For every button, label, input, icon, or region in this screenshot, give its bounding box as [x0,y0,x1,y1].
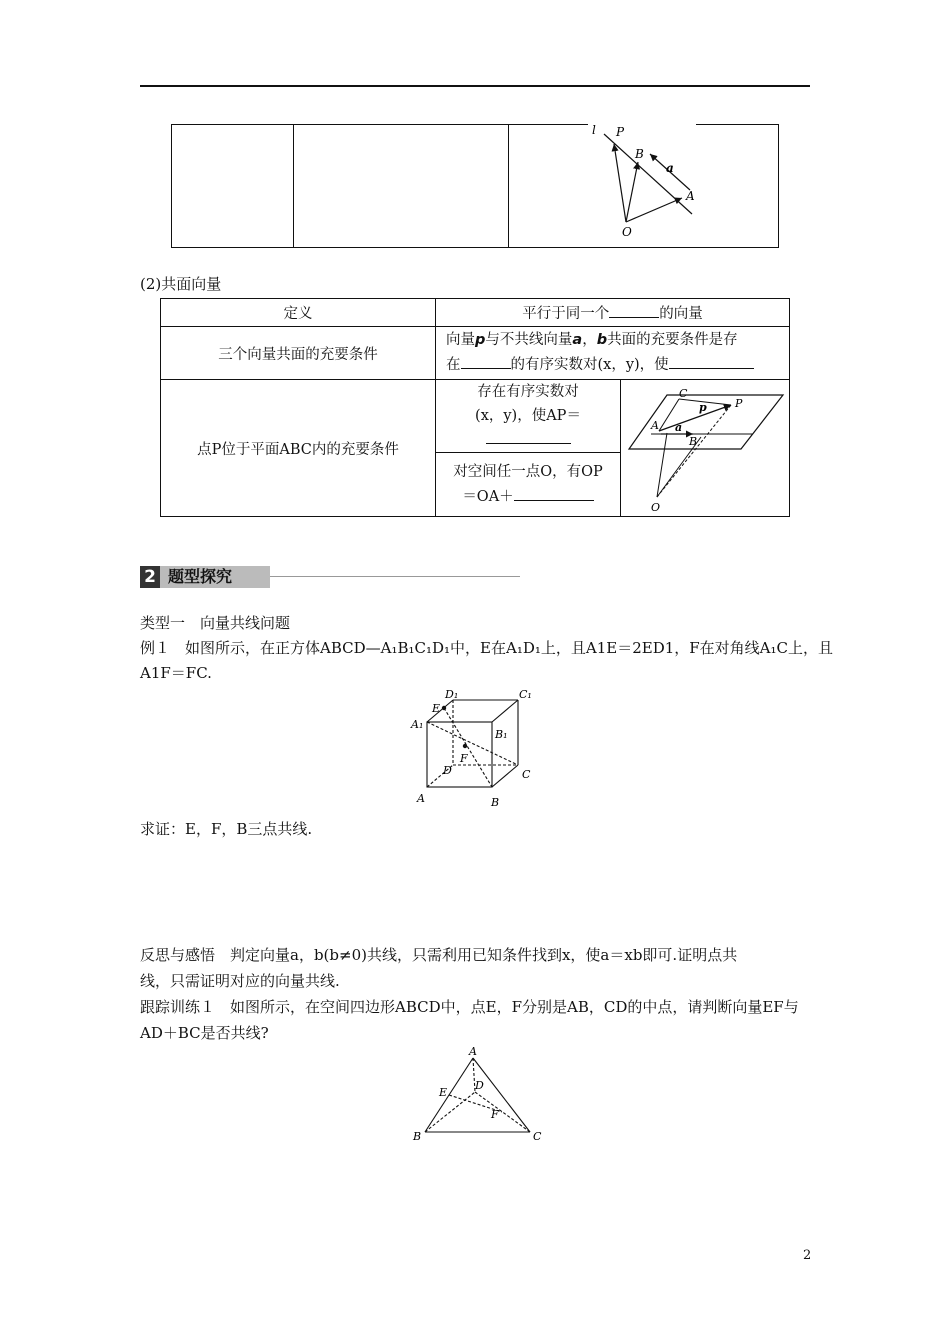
section-title: 题型探究 [168,567,233,586]
vec-op [614,144,626,222]
reflection-line2: 线，只需证明对应的向量共线. [140,972,340,990]
row3-cell2-line2: ＝OA＋ [462,488,514,505]
label-P: P [616,125,625,139]
row2-blank-2 [669,368,754,369]
label-O: O [622,225,632,239]
section-heading-line [270,576,520,577]
vec-oa [626,198,682,222]
row2-content [436,327,790,380]
label-F3: F [491,1108,499,1121]
point-E [442,706,446,710]
type-1-title: 类型一 向量共线问题 [140,614,291,632]
line-l [604,134,692,214]
label-C1: C₁ [519,688,532,701]
label-l: l [592,123,596,137]
row2-text-b: 与不共线向量 [485,332,573,348]
plane-figure [621,381,787,515]
label-B3: B [413,1130,422,1143]
label-O2: O [651,501,661,514]
label-C3: C [533,1130,542,1143]
tetrahedron-figure [405,1044,555,1144]
section-2-label: (2)共面向量 [140,275,222,293]
practice-1-line1: 跟踪训练１ 如图所示，在空间四边形ABCD中，点E，F分别是AB，CD的中点，请判断向量EF与 [140,998,799,1016]
row1-label: 定义 [161,299,436,327]
row3-cell1-line1: 存在有序实数对 [477,384,579,400]
label-C: C [522,768,531,781]
top-table-cell-2 [294,125,509,248]
label-C2: C [679,387,688,400]
page-number: 2 [803,1248,812,1263]
row2-text-c: 共面的充要条件是存 [607,332,738,348]
row2-text-d: 在 [446,357,461,373]
line-figure [580,118,710,244]
practice-1-line2: AD＋BC是否共线? [140,1024,269,1042]
label-D: D [443,764,452,777]
label-E3: E [439,1086,448,1099]
label-D1: D₁ [445,688,459,701]
label-a2: a [675,421,683,434]
label-A1: A₁ [411,718,424,731]
row3-figure-cell [621,380,790,517]
vec-ob [626,162,638,222]
row3-label: 点P位于平面ABC内的充要条件 [161,380,436,517]
reflection-line1: 反思与感悟 判定向量a，b(b≠0)共线，只需利用已知条件找到x，使a＝xb即可.证明点共 [140,946,738,964]
row1-text-b: 的向量 [659,306,703,322]
label-a: a [666,161,674,175]
label-A: A [686,189,695,203]
row3-cell-2 [436,453,621,517]
row1-text-a: 平行于同一个 [522,306,610,322]
label-E: E [432,702,441,715]
label-F: F [460,752,468,765]
row2-text-a: 向量 [446,332,475,348]
label-A: A [417,792,425,805]
row3-cell-1 [436,380,621,453]
row3-cell1-blank [486,443,571,444]
example-1-line1: 例１ 如图所示，在正方体ABCD—A₁B₁C₁D₁中，E在A₁D₁上，且A1E＝2ED1，F在对角线A₁C上，且 [140,639,834,657]
section-number: 2 [140,566,160,588]
row2-text-e: 的有序实数对(x，y)，使 [510,357,669,373]
label-A3: A [469,1045,477,1058]
row3-cell2-blank [514,500,594,501]
row3-cell2-line1: 对空间任一点O，有OP [453,463,603,480]
label-D3: D [475,1079,484,1092]
label-B: B [635,147,644,161]
row2-label: 三个向量共面的充要条件 [161,327,436,380]
row1-blank [609,317,659,318]
coplanar-table [160,298,790,517]
label-B1: B₁ [495,728,508,741]
header-rule [140,85,810,87]
vector-p: p [475,332,486,348]
row3-cell1-line2: (x，y)，使AP＝ [475,408,581,424]
row2-comma: ， [582,332,597,348]
vector-a: a [572,332,583,348]
cube-figure [405,688,555,813]
label-P2: P [735,397,743,410]
vector-b: b [596,332,608,348]
row2-blank-1 [461,368,511,369]
label-A2: A [651,419,659,432]
line-oa [657,433,667,497]
label-B2: B [689,435,698,448]
top-table-cell-1 [172,125,294,248]
label-B: B [491,796,500,809]
row1-content [436,299,790,327]
point-F [463,744,467,748]
label-p2: p [699,401,707,414]
prove-statement: 求证：E，F，B三点共线. [140,820,313,838]
example-1-line2: A1F＝FC. [140,664,212,682]
